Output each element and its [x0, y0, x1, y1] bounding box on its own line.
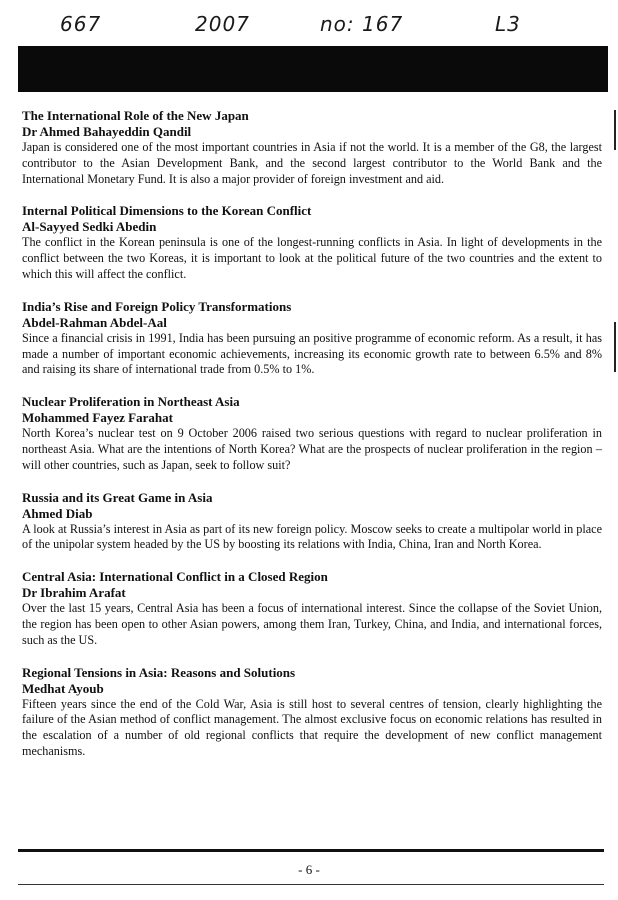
scan-edge-mark [614, 322, 616, 372]
article-body: North Korea’s nuclear test on 9 October 2006 raised two serious questions with regard to nuclear proliferation in northeast Asia. What are the intentions of North Korea? What are the prospects of nuclear proliferation in the region – will other countries, such as Japan, seek to follow suit? [22, 426, 602, 472]
article-body: The conflict in the Korean peninsula is one of the longest-running conflicts in Asia. In light of developments in the conflict between the two Koreas, it is important to look at the political future of the two countries and the extent to which this will affect the conflict. [22, 235, 602, 281]
article-7 [22, 665, 602, 760]
article-body: A look at Russia’s interest in Asia as part of its new foreign policy. Moscow seeks to create a multipolar world in place of the unipolar system headed by the US by boosting its relations with India, China, Iran and North Korea. [22, 521, 602, 552]
article-title: Regional Tensions in Asia: Reasons and Solutions [22, 664, 296, 680]
article-title: Internal Political Dimensions to the Korean Conflict [22, 203, 312, 219]
article-title: Russia and its Great Game in Asia [22, 489, 213, 505]
handwritten-mark-3: no: 167 [320, 12, 404, 36]
article-title: The International Role of the New Japan [22, 108, 249, 123]
article-author: Ahmed Diab [22, 505, 93, 521]
article-3 [22, 299, 602, 378]
article-6 [22, 569, 602, 648]
article-title: India’s Rise and Foreign Policy Transformations [22, 298, 292, 314]
article-title: Central Asia: International Conflict in a Closed Region [22, 569, 328, 585]
bottom-rule [18, 884, 604, 885]
article-2 [22, 203, 602, 282]
article-title: Nuclear Proliferation in Northeast Asia [22, 394, 240, 410]
handwritten-mark-4: L3 [495, 12, 521, 36]
page-number: - 6 - [298, 862, 320, 877]
footer-rule [18, 849, 604, 852]
scan-edge-mark [614, 110, 616, 150]
header-banner [18, 46, 608, 92]
article-body: Since a financial crisis in 1991, India has been pursuing an positive programme of economic reform. As a result, it has made a number of important economic achievements, increasing its economic growth rate to between 6.5% and 8% and raising its share of international trade from 0.5% to 1%. [22, 330, 602, 377]
article-1 [22, 108, 602, 187]
article-4 [22, 394, 602, 473]
handwritten-mark-1: 667 [60, 12, 102, 36]
article-author: Dr Ibrahim Arafat [22, 585, 126, 601]
article-author: Mohammed Fayez Farahat [22, 410, 173, 426]
handwritten-mark-2: 2007 [195, 12, 250, 36]
article-list [22, 108, 602, 776]
article-body: Fifteen years since the end of the Cold War, Asia is still host to several centres of tension, clearly highlighting the failure of the Asian method of conflict management. The almost exclusive focus on economic relations has resulted in the escalation of a number of old regional conflicts that require the development of new conflict management mechanisms. [22, 696, 602, 758]
article-author: Medhat Ayoub [22, 680, 104, 696]
article-author: Al-Sayyed Sedki Abedin [22, 219, 157, 235]
article-body: Japan is considered one of the most important countries in Asia if not the world. It is a member of the G8, the largest contributor to the Asian Development Bank, and the second largest contributor to the World Bank and the International Monetary Fund. It is also a major provider of foreign investment and aid. [22, 140, 602, 186]
article-body: Over the last 15 years, Central Asia has been a focus of international interest. Since the collapse of the Soviet Union, the region has been open to other Asian powers, among them Iran, Turkey, China, and India, and international forces, such as the US. [22, 601, 602, 647]
article-author: Abdel-Rahman Abdel-Aal [22, 314, 167, 330]
article-author: Dr Ahmed Bahayeddin Qandil [22, 124, 192, 139]
article-5 [22, 490, 602, 554]
